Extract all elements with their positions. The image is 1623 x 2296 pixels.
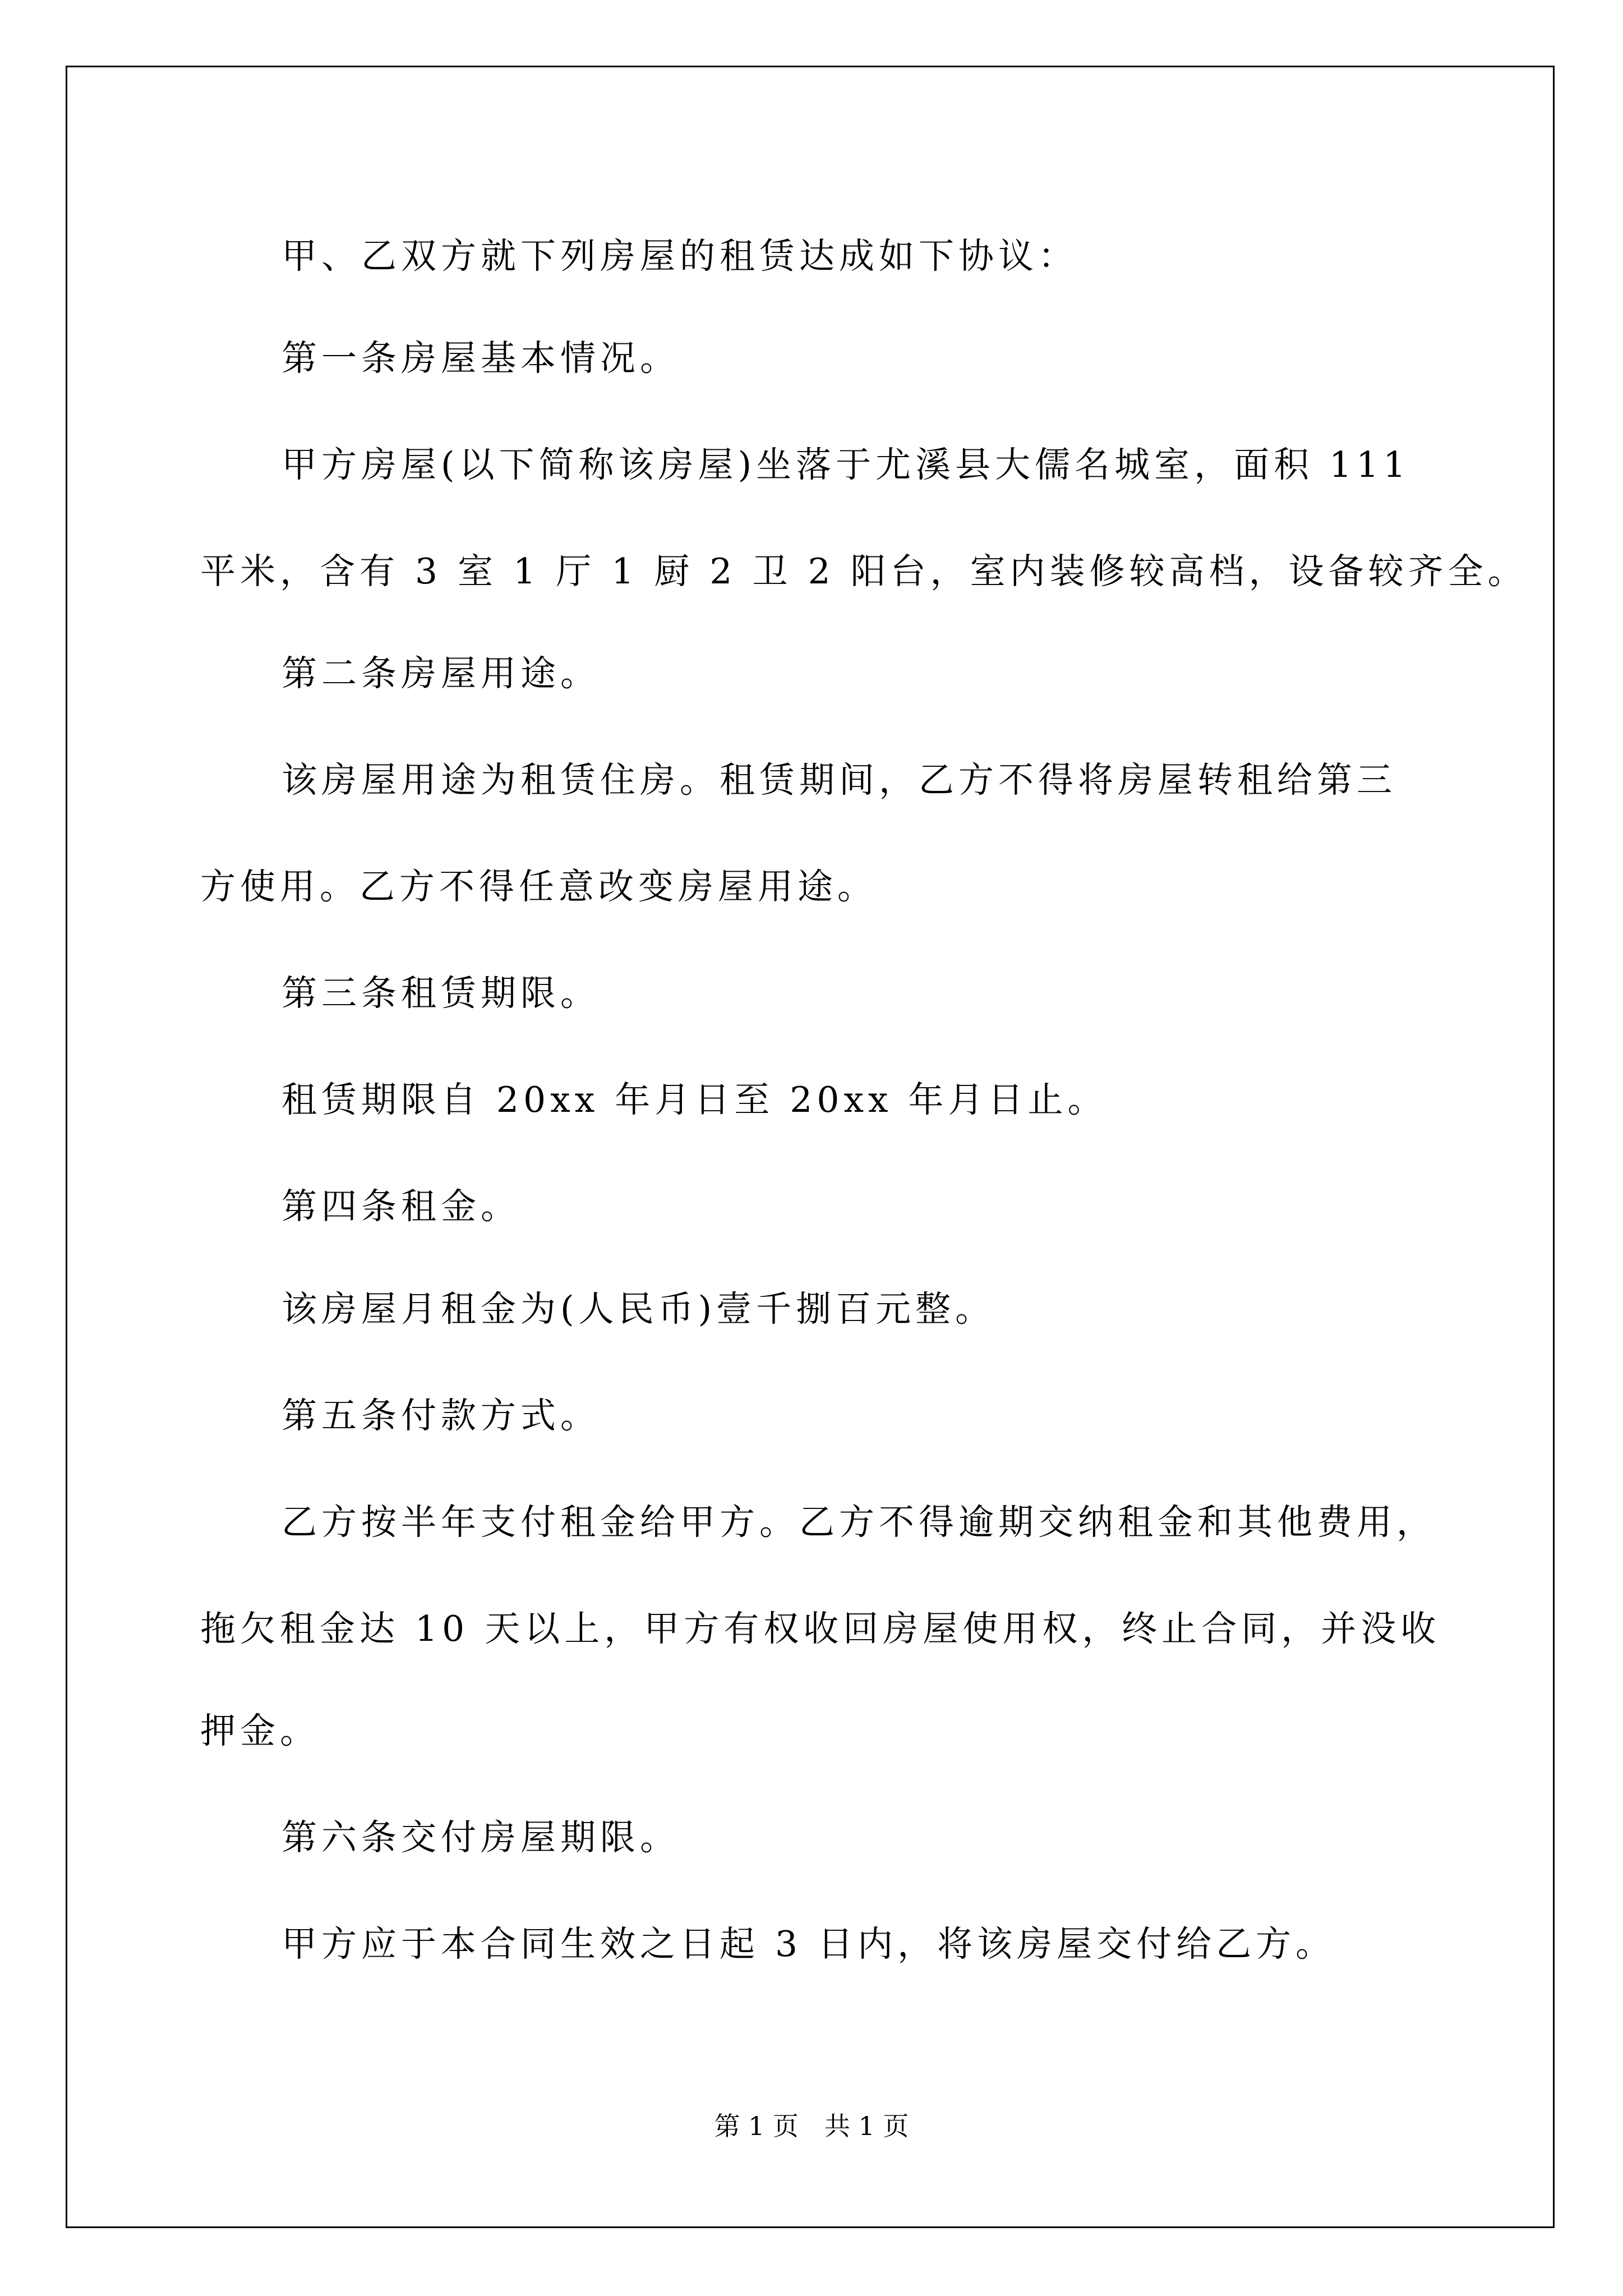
article-5-text-line-2: 拖欠租金达 10 天以上，甲方有权收回房屋使用权，终止合同，并没收 — [200, 1608, 1441, 1649]
article-4-text: 该房屋月租金为(人民币)壹千捌百元整。 — [282, 1289, 995, 1329]
article-5-text-line-1: 乙方按半年支付租金给甲方。乙方不得逾期交纳租金和其他费用， — [282, 1502, 1436, 1543]
article-3-text: 租赁期限自 20xx 年月日至 20xx 年月日止。 — [282, 1079, 1108, 1120]
article-6-text: 甲方应于本合同生效之日起 3 日内，将该房屋交付给乙方。 — [282, 1924, 1336, 1964]
page-footer — [0, 2113, 1623, 2139]
article-6-heading: 第六条交付房屋期限。 — [282, 1817, 680, 1858]
article-1-text-line-2: 平米，含有 3 室 1 厅 1 厨 2 卫 2 阳台，室内装修较高档，设备较齐全。 — [200, 551, 1528, 592]
page-number: 第 1 页 — [714, 2111, 799, 2141]
article-3-heading: 第三条租赁期限。 — [282, 973, 600, 1014]
article-2-heading: 第二条房屋用途。 — [282, 653, 600, 694]
page-total: 共 1 页 — [824, 2111, 909, 2141]
article-1-text-line-1: 甲方房屋(以下简称该房屋)坐落于尤溪县大儒名城室，面积 111 — [282, 444, 1410, 485]
article-4-heading: 第四条租金。 — [282, 1186, 520, 1227]
article-5-heading: 第五条付款方式。 — [282, 1395, 600, 1436]
article-1-heading: 第一条房屋基本情况。 — [282, 338, 680, 379]
page-border — [66, 66, 1555, 2228]
article-2-text-line-1: 该房屋用途为租赁住房。租赁期间，乙方不得将房屋转租给第三 — [282, 760, 1396, 800]
article-2-text-line-2: 方使用。乙方不得任意改变房屋用途。 — [200, 866, 877, 907]
article-5-text-line-3: 押金。 — [200, 1710, 320, 1751]
intro-line: 甲、乙双方就下列房屋的租赁达成如下协议： — [282, 236, 1078, 277]
